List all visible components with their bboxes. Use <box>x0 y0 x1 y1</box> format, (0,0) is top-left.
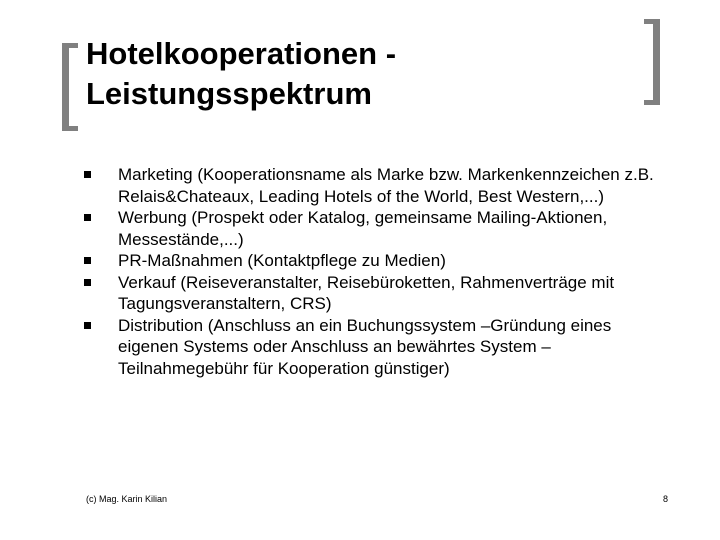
right-bracket-bar <box>653 19 660 105</box>
bullet-text: Marketing (Kooperationsname als Marke bzw. Markenkennzeichen z.B. Relais&Chateaux, Leading Hotels of the World, Best Western,...) <box>118 165 654 206</box>
square-bullet-icon <box>84 257 91 264</box>
left-bracket-top-serif <box>62 43 78 48</box>
left-bracket-bottom-serif <box>62 126 78 131</box>
square-bullet-icon <box>84 214 91 221</box>
square-bullet-icon <box>84 171 91 178</box>
bullet-text: Werbung (Prospekt oder Katalog, gemeinsame Mailing-Aktionen, Messestände,...) <box>118 208 608 249</box>
slide-title <box>86 34 626 114</box>
square-bullet-icon <box>84 322 91 329</box>
square-bullet-icon <box>84 279 91 286</box>
bullet-item-distribution <box>84 315 674 380</box>
right-bracket-top-serif <box>644 19 660 24</box>
bullet-item-pr <box>84 250 674 272</box>
right-bracket-bottom-serif <box>644 100 660 105</box>
bullet-item-verkauf <box>84 272 674 315</box>
page-number: 8 <box>662 494 668 504</box>
bullet-text: Distribution (Anschluss an ein Buchungssystem –Gründung eines eigenen Systems oder Anschluss an bewährtes System – Teilnahmegebühr für Kooperation günstiger) <box>118 315 612 378</box>
bullet-text: Verkauf (Reiseveranstalter, Reisebüroketten, Rahmenverträge mit Tagungsveranstaltern, CRS) <box>118 272 615 313</box>
bullet-list <box>84 164 674 379</box>
bullet-item-werbung <box>84 207 674 250</box>
footer-author: (c) Mag. Karin Kilian <box>86 494 168 504</box>
bullet-text: PR-Maßnahmen (Kontaktpflege zu Medien) <box>118 251 446 270</box>
bullet-item-marketing <box>84 164 674 207</box>
left-bracket-bar <box>62 43 69 131</box>
slide-title-line-1: Hotelkooperationen - <box>86 36 397 71</box>
slide-title-line-2: Leistungsspektrum <box>86 76 372 111</box>
